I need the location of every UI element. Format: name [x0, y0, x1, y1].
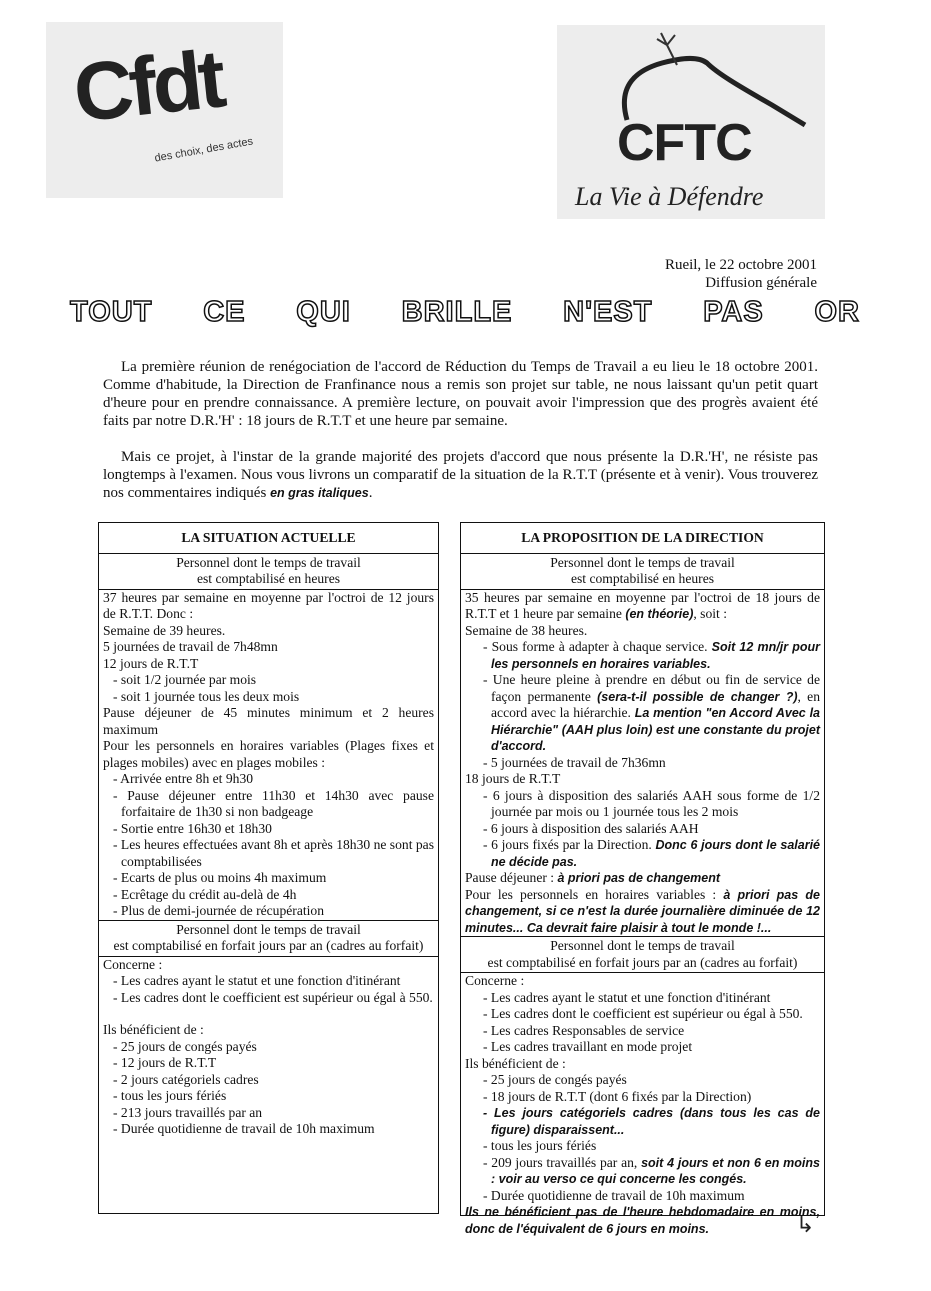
list-item: - soit 1 journée tous les deux mois — [113, 688, 300, 704]
intro-text-2 — [103, 448, 818, 502]
list-item: - Les cadres travaillant en mode projet — [483, 1039, 693, 1054]
list-item: - 12 jours de R.T.T — [113, 1055, 217, 1070]
text-line: 37 heures par semaine en moyenne par l'octroi de 12 jours de R.T.T. Donc : — [103, 589, 434, 621]
list-item: - Durée quotidienne de travail de 10h maximum — [483, 1187, 745, 1203]
text-line: Ils bénéficient de : — [465, 1055, 566, 1071]
list-item: - tous les jours fériés — [113, 1088, 227, 1103]
emphasis: Soit 12 mn/jr pour les personnels en horaires variables. — [491, 640, 821, 671]
emphasis: (en théorie) — [625, 607, 694, 621]
hours-section — [99, 590, 438, 920]
text-span: - 6 jours fixés par la Direction. — [483, 837, 652, 852]
list-item: - Les cadres ayant le statut et une fonction d'itinérant — [483, 989, 771, 1005]
emphasis: à priori pas de changement — [557, 871, 721, 885]
section-header-line: Personnel dont le temps de travail — [550, 938, 735, 953]
text-line: Ils bénéficient de : — [103, 1022, 204, 1037]
emphasis: soit 4 jours et non 6 en moins : voir au verso ce qui concerne les congés. — [491, 1155, 820, 1186]
text-span: - Sous forme à adapter à chaque service. — [483, 639, 708, 654]
cftc-logo — [557, 25, 825, 219]
distribution: Diffusion générale — [705, 275, 817, 291]
text-span: - 209 jours travaillés par an, — [483, 1154, 638, 1170]
list-item: - Les cadres dont le coefficient est supérieur ou égal à 550. — [483, 1006, 803, 1021]
section-header-hours — [99, 554, 438, 590]
text-span: Pour les personnels en horaires variables : — [465, 886, 717, 902]
list-item: - 25 jours de congés payés — [483, 1072, 627, 1087]
list-item: - 18 jours de R.T.T (dont 6 fixés par la Direction) — [483, 1088, 752, 1104]
title-word: OR — [814, 296, 860, 328]
cfdt-logo — [46, 22, 283, 198]
list-item: - Pause déjeuner entre 11h30 et 14h30 avec pause forfaitaire de 1h30 si non badgeage — [113, 787, 434, 819]
section-header-line: Personnel dont le temps de travail — [550, 554, 735, 570]
cftc-logo-text: CFTC — [617, 114, 752, 172]
current-situation-box — [98, 522, 439, 1214]
text-line — [465, 870, 820, 887]
section-header-line: Personnel dont le temps de travail — [176, 554, 361, 570]
list-item — [465, 672, 820, 755]
list-item: - 6 jours à disposition des salariés AAH — [483, 820, 699, 836]
date-block — [665, 256, 817, 292]
list-item: - Les cadres Responsables de service — [483, 1022, 685, 1038]
text-line — [465, 887, 820, 937]
title-word: N'EST — [563, 296, 653, 328]
forfait-section — [99, 957, 438, 1138]
section-header-line: est comptabilisé en forfait jours par an (cadres au forfait) — [113, 938, 424, 953]
section-header-forfait — [99, 920, 438, 957]
section-header-hours — [461, 554, 824, 590]
cfdt-logo-text: Cfdt — [69, 33, 227, 140]
title-word: QUI — [296, 296, 351, 328]
forfait-section — [461, 973, 824, 1237]
text-span: 35 heures par semaine en moyenne par l'octroi de 18 jours de R.T.T et 1 heure par semaine — [465, 589, 820, 621]
list-item: - Ecrêtage du crédit au-delà de 4h — [113, 886, 297, 902]
section-header-line: est comptabilisé en heures — [570, 571, 715, 586]
intro-text-2-main: Mais ce projet, à l'instar de la grande majorité des projets d'accord que nous présente la D.R.'H', ne résiste pas longtemps à l'examen. Nous vous livrons un comparatif de la situation de la R.T.T (présente et à venir). Vous trouverez nos commentaires indiqués — [103, 449, 818, 501]
list-item: - Les cadres ayant le statut et une fonction d'itinérant — [113, 973, 401, 988]
list-item: - Les heures effectuées avant 8h et après 18h30 ne sont pas comptabilisées — [113, 837, 434, 869]
turn-page-icon: ↳ — [796, 1212, 815, 1237]
emphasis: Donc 6 jours dont le salarié ne décide pas. — [491, 838, 821, 869]
intro-paragraph-2 — [103, 448, 818, 502]
section-header-line: est comptabilisé en heures — [196, 571, 341, 586]
list-item — [465, 1155, 820, 1188]
text-line: Pause déjeuner de 45 minutes minimum et 2 heures maximum — [103, 705, 434, 737]
text-line: 18 jours de R.T.T — [465, 771, 561, 786]
cftc-motto: La Vie à Défendre — [575, 182, 764, 211]
text-line: Concerne : — [465, 973, 525, 988]
list-item: - soit 1/2 journée par mois — [113, 672, 257, 687]
list-item: - Les cadres dont le coefficient est supérieur ou égal à 550. — [113, 989, 433, 1005]
title-word: CE — [203, 296, 246, 328]
intro-emphasis: en gras italiques — [270, 486, 369, 500]
text-line: 5 journées de travail de 7h48mn — [103, 639, 278, 654]
list-item — [465, 837, 820, 870]
title-word: BRILLE — [401, 296, 513, 328]
hours-section — [461, 590, 824, 937]
title-word: TOUT — [70, 296, 153, 328]
list-item: - Ecarts de plus ou moins 4h maximum — [113, 870, 327, 885]
list-item: - Les jours catégoriels cadres (dans tous les cas de figure) disparaissent... — [483, 1106, 820, 1137]
list-item: - 6 jours à disposition des salariés AAH sous forme de 1/2 journée par mois ou 1 journée tous les 2 mois — [483, 787, 820, 819]
section-header-line: est comptabilisé en forfait jours par an (cadres au forfait) — [487, 954, 798, 970]
list-item: - 213 jours travaillés par an — [113, 1104, 263, 1120]
intro-text-2-end: . — [368, 485, 373, 501]
list-item: - 5 journées de travail de 7h36mn — [483, 754, 666, 770]
text-line: Semaine de 39 heures. — [103, 622, 226, 638]
emphasis: (sera-t-il possible de changer ?) — [597, 689, 798, 704]
text-line: Semaine de 38 heures. — [465, 622, 588, 638]
page-title — [70, 296, 860, 329]
cfdt-tagline: des choix, des actes — [153, 135, 254, 165]
section-header-line: Personnel dont le temps de travail — [176, 921, 361, 937]
list-item: - 2 jours catégoriels cadres — [113, 1071, 259, 1087]
list-item: - Plus de demi-journée de récupération — [113, 903, 325, 918]
intro-text-1: La première réunion de renégociation de l'accord de Réduction du Temps de Travail a eu lieu le 18 octobre 2001. Comme d'habitude, la Direction de Franfinance nous a remis son projet sur table, ne nous laissant qu'un petit quart d'heure pour en prendre connaissance. A première lecture, on pouvait avoir l'impression que des progrès avaient été faits par notre D.R.'H' : 18 jours de R.T.T et une heure par semaine. — [103, 359, 818, 429]
text-span: , soit : — [693, 606, 727, 621]
closing-remark: Ils ne bénéficient pas de l'heure hebdomadaire en moins, donc de l'équivalent de 6 jours en moins. — [465, 1205, 820, 1236]
list-item — [465, 639, 820, 672]
emphasis: à priori pas de changement, si ce n'est la durée journalière diminuée de 12 minutes... Ca devrait faire plaisir à tout le monde !... — [465, 887, 820, 935]
list-item: - Durée quotidienne de travail de 10h maximum — [113, 1121, 375, 1136]
list-item: - Sortie entre 16h30 et 18h30 — [113, 820, 272, 836]
box-heading: LA PROPOSITION DE LA DIRECTION — [461, 523, 824, 554]
direction-proposal-box — [460, 522, 825, 1236]
title-word: PAS — [703, 296, 764, 328]
section-header-forfait — [461, 936, 824, 973]
intro-paragraph-1 — [103, 358, 818, 430]
list-item: - 25 jours de congés payés — [113, 1038, 257, 1054]
place-date: Rueil, le 22 octobre 2001 — [664, 257, 817, 273]
text-line — [465, 590, 820, 623]
text-span: - Une heure pleine à prendre en début ou fin de service de façon permanente — [483, 672, 820, 704]
list-item: - tous les jours fériés — [483, 1138, 597, 1153]
text-line: Pour les personnels en horaires variables (Plages fixes et plages mobiles) avec en plages mobiles : — [103, 738, 434, 770]
box-heading: LA SITUATION ACTUELLE — [99, 523, 438, 554]
text-line: 12 jours de R.T.T — [103, 655, 199, 671]
list-item: - Arrivée entre 8h et 9h30 — [113, 771, 254, 786]
text-span: , en accord avec la hiérarchie. — [491, 688, 820, 720]
emphasis: La mention "en Accord Avec la Hiérarchie" (AAH plus loin) est une constante du projet d'accord. — [491, 706, 821, 753]
text-span: Pause déjeuner : — [465, 870, 555, 885]
text-line: Concerne : — [103, 956, 163, 972]
